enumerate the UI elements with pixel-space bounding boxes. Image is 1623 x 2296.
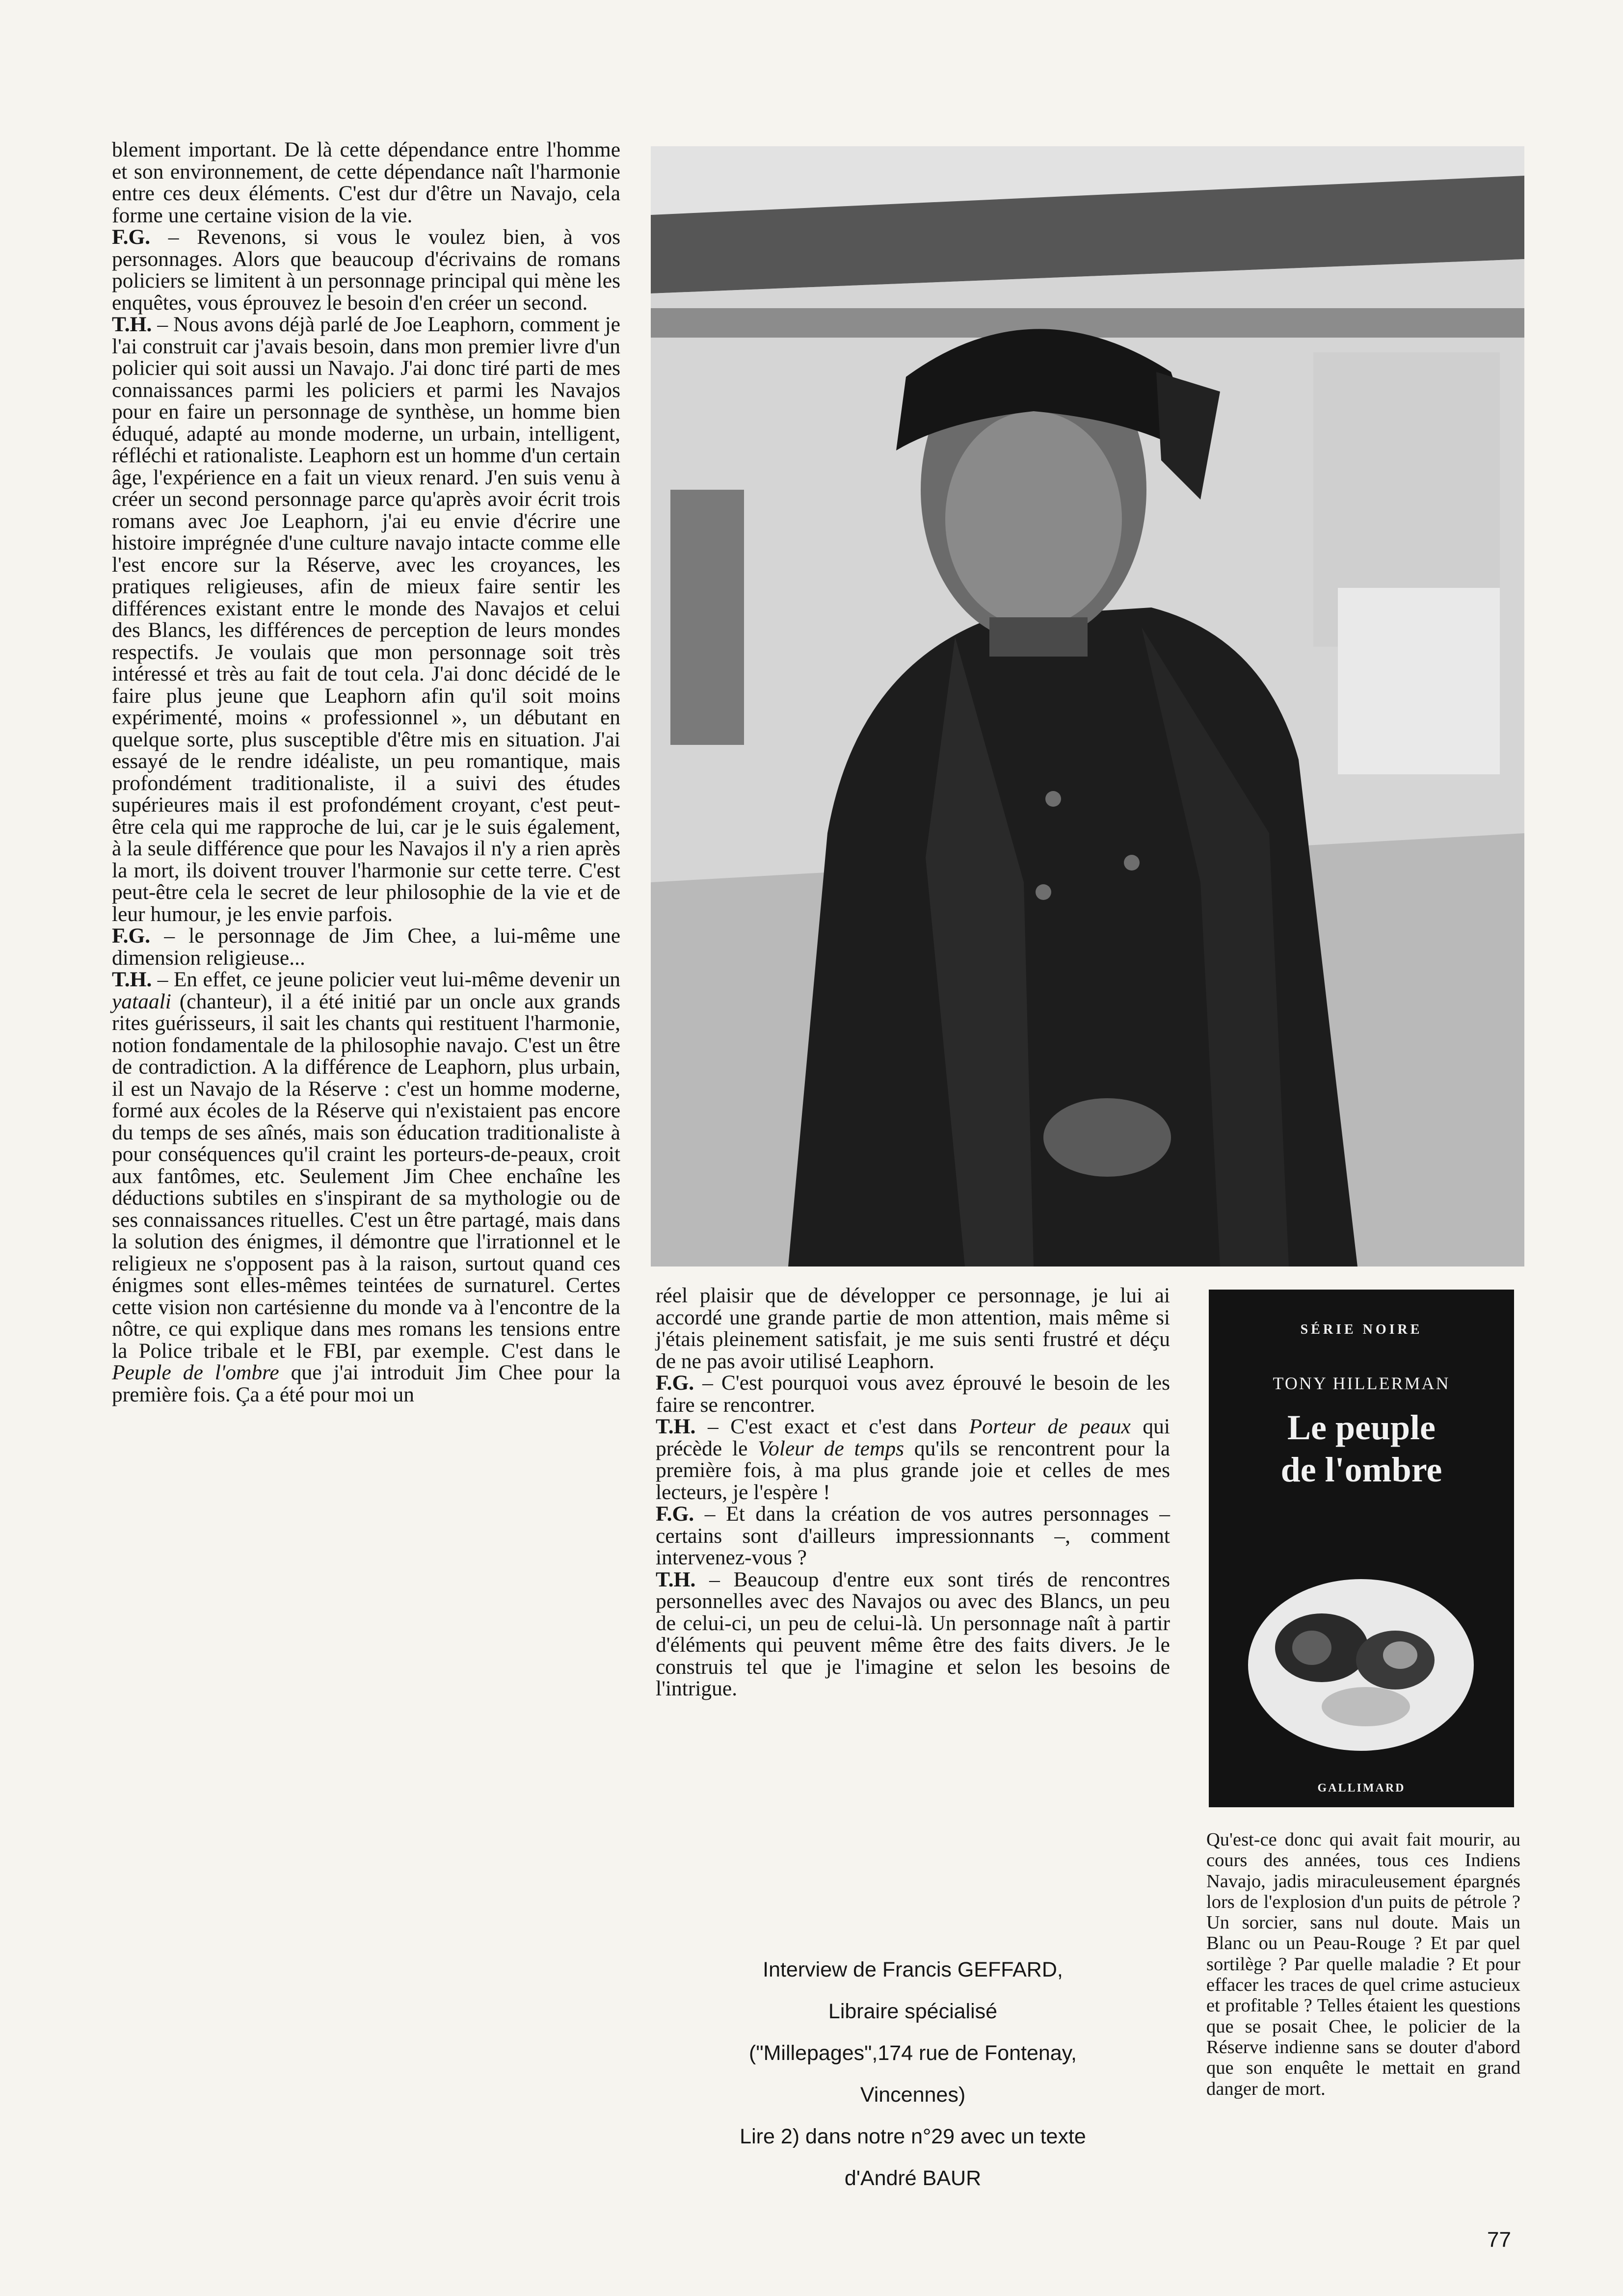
book-title-italic: Peuple de l'ombre: [112, 1361, 279, 1384]
cover-emblem-illustration: [1243, 1574, 1479, 1756]
portrait-photo: [651, 146, 1524, 1267]
book-title: Le peuple de l'ombre: [1280, 1408, 1442, 1489]
paragraph: réel plaisir que de développer ce personnage, je lui ai accordé une grande partie de mon attention, mais même si j'étais pleinement satisfait, je me suis senti frustré et déçu de ne pas avoir utilisé Leaphorn.: [656, 1284, 1170, 1373]
speaker-initials: F.G.: [112, 225, 151, 249]
paragraph: F.G. – C'est pourquoi vous avez éprouvé le besoin de les faire se rencontrer.: [656, 1371, 1170, 1417]
speaker-initials: T.H.: [112, 313, 152, 336]
speaker-initials: F.G.: [656, 1502, 694, 1526]
book-cover: [1209, 1290, 1514, 1807]
term-italic: yataali: [112, 989, 171, 1013]
portrait-illustration: [651, 146, 1524, 1267]
paragraph: F.G. – le personnage de Jim Chee, a lui-même une dimension religieuse...: [112, 924, 621, 970]
book-title-italic: Porteur de peaux: [969, 1415, 1131, 1438]
credit-line: Vincennes): [860, 2083, 966, 2107]
speaker-initials: T.H.: [656, 1415, 696, 1438]
credit-line: ("Millepages",174 rue de Fontenay,: [749, 2041, 1077, 2065]
speaker-initials: T.H.: [112, 968, 152, 991]
credit-line: Libraire spécialisé: [828, 2000, 998, 2023]
speaker-initials: F.G.: [112, 924, 151, 948]
book-blurb: Qu'est-ce donc qui avait fait mourir, au cours des années, tous ces Indiens Navajo, jadis miraculeusement épargnés lors de l'explosion d'un puits de pétrole ? Un sorcier, sans nul doute. Mais un Blanc ou un Peau-Rouge ? Et par quel sortilège ? Par quelle maladie ? Et pour effacer les traces de quel crime astucieux et profitable ? Telles étaient les questions que se posait Chee, le policier de la Réserve indienne sans se douter d'abord que son enquête le mettait en grand danger de mort.: [1206, 1829, 1520, 2099]
paragraph: T.H. – Nous avons déjà parlé de Joe Leaphorn, comment je l'ai construit car j'avais besoin, dans mon premier livre d'un policier qui soit aussi un Navajo. J'ai donc tiré parti de mes connaissances parmi les policiers et parmi les Navajos pour en faire un personnage de synthèse, un homme bien éduqué, adapté au monde moderne, un urbain, intelligent, réfléchi et rationaliste. Leaphorn est un homme d'un certain âge, l'expérience en a fait un vieux renard. J'en suis venu à créer un second personnage parce qu'après avoir écrit trois romans avec Joe Leaphorn, j'ai eu envie d'écrire une histoire imprégnée d'une culture navajo intacte comme elle l'est encore sur la Réserve, avec les croyances, les pratiques religieuses, afin de mieux faire sentir les différences existant entre le monde des Navajos et celui des Blancs, les différences de perception de leurs mondes respectifs. Je voulais que mon personnage soit très intéressé et très au fait de tout cela. J'ai donc décidé de le faire plus jeune que Leaphorn afin qu'il soit moins expérimenté, moins « professionnel », un débutant en quelque sorte, plus susceptible d'être mis en situation. J'ai essayé de le rendre idéaliste, un peu romantique, mais profondément traditionaliste, il a suivi des études supérieures mais il est profondément croyant, c'est peut-être cela qui me rapproche de lui, car je le suis également, à la seule différence que pour les Navajos il n'y a rien après la mort, ils doivent trouver l'harmonie sur cette terre. C'est peut-être cela le secret de leur philosophie de la vie et de leur humour, je les envie parfois.: [112, 313, 620, 926]
paragraph: blement important. De là cette dépendance entre l'homme et son environnement, de cette dépendance naît l'harmonie entre ces deux éléments. C'est dur d'être un Navajo, cela forme une certaine vision de la vie.: [112, 138, 620, 227]
book-series: SÉRIE NOIRE: [1300, 1322, 1423, 1337]
speaker-initials: F.G.: [656, 1371, 694, 1395]
paragraph: T.H. – Beaucoup d'entre eux sont tirés de rencontres personnelles avec des Navajos ou avec des Blancs, un peu de celui-ci, un peu de celui-là. Un personnage naît à partir d'éléments qui peuvent même être des faits divers. Je le construis tel que je l'imagine et selon les besoins de l'intrigue.: [656, 1567, 1171, 1700]
credit-line: Lire 2) dans notre n°29 avec un texte: [740, 2125, 1086, 2148]
credit-line: d'André BAUR: [844, 2166, 982, 2190]
interview-credit: [656, 1949, 1170, 2199]
speaker-initials: T.H.: [656, 1567, 696, 1591]
paragraph: T.H. – En effet, ce jeune policier veut lui-même devenir un yataali (chanteur), il a été initié par un oncle aux grands rites guérisseurs, il sait les chants qui restituent l'harmonie, notion fondamentale de la philosophie navajo. C'est un être de contradiction. A la différence de Leaphorn, plus urbain, il est un Navajo de la Réserve : c'est un homme moderne, formé aux écoles de la Réserve qui n'existaient pas encore du temps de ses aînés, mais son éducation traditionaliste à pour conséquences qu'il craint les porteurs-de-peaux, croit aux fantômes, etc. Seulement Jim Chee enchaîne les déductions subtiles en s'inspirant de sa mythologie ou de ses connaissances rituelles. C'est un être partagé, mais dans la solution des énigmes, il démontre que l'irrationnel et le religieux ne s'opposent pas à la raison, surtout quand ces énigmes sont elles-mêmes teintées de surnaturel. Certes cette vision non cartésienne du monde va à l'encontre de la nôtre, ce qui explique dans mes romans les tensions entre la Police tribale et le FBI, par exemple. C'est dans le Peuple de l'ombre que j'ai introduit Jim Chee pour la première fois. Ça a été pour moi un: [112, 968, 620, 1406]
article-column-left: [112, 139, 620, 1405]
paragraph: F.G. – Et dans la création de vos autres personnages – certains sont d'ailleurs impressionnants –, comment intervenez-vous ?: [656, 1502, 1170, 1569]
book-author: TONY HILLERMAN: [1273, 1373, 1450, 1393]
credit-line: Interview de Francis GEFFARD,: [763, 1958, 1063, 1981]
page-number: 77: [1487, 2228, 1511, 2252]
book-title-italic: Voleur de temps: [758, 1436, 905, 1460]
article-column-middle: [656, 1285, 1170, 1700]
paragraph: T.H. – C'est exact et c'est dans Porteur de peaux qui précède le Voleur de temps qu'ils se rencontrent pour la première fois, à ma plus grande joie et celles de mes lecteurs, je l'espère !: [656, 1415, 1171, 1504]
paragraph: F.G. – Revenons, si vous le voulez bien, à vos personnages. Alors que beaucoup d'écrivains de romans policiers se limitent à un personnage principal qui mène les enquêtes, vous éprouvez le besoin d'en créer un second.: [112, 225, 620, 315]
book-publisher: GALLIMARD: [1317, 1782, 1406, 1795]
